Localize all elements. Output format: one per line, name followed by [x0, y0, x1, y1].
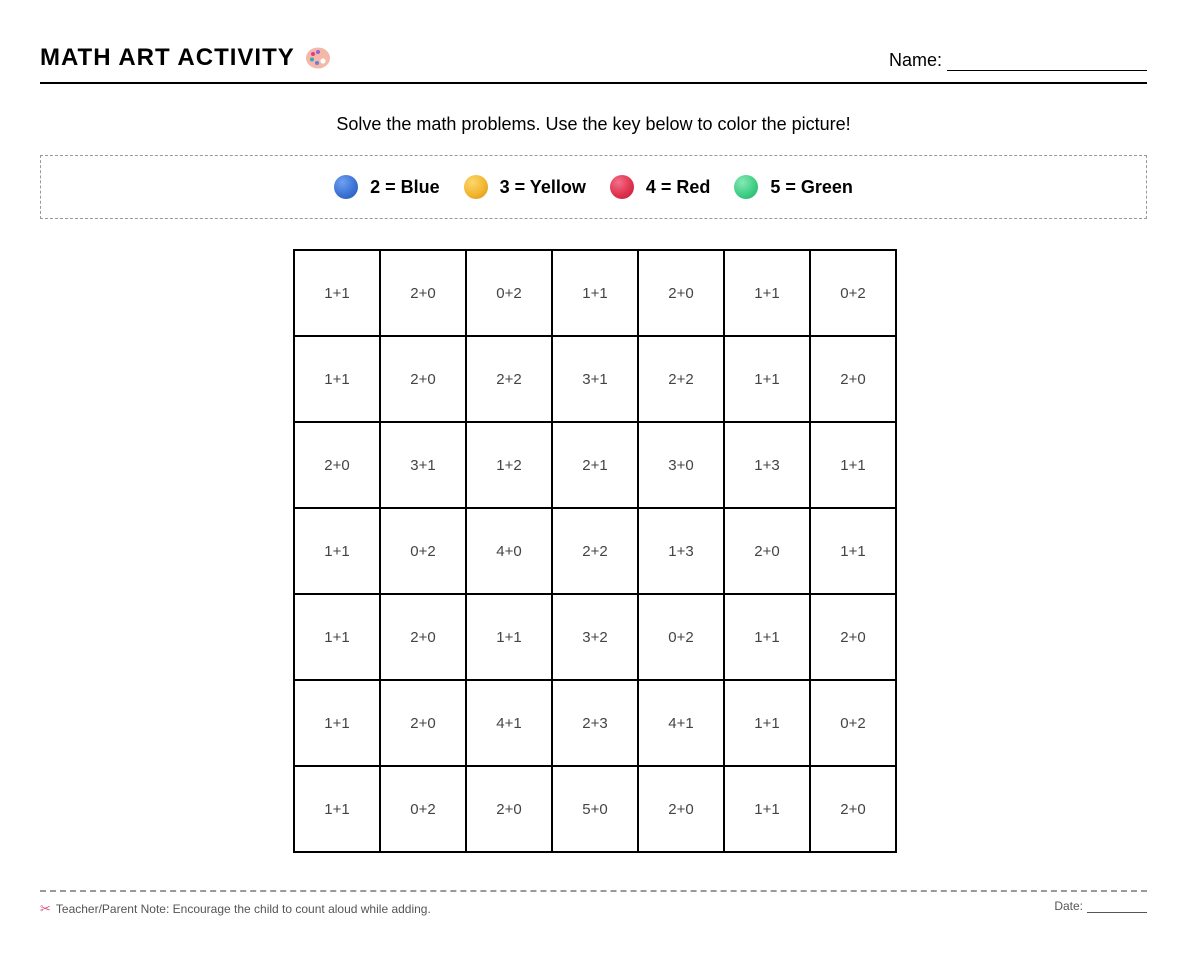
grid-cell[interactable]: 1+1 — [294, 594, 380, 680]
grid-cell[interactable]: 1+1 — [724, 336, 810, 422]
footer — [40, 890, 1147, 916]
grid-cell[interactable]: 3+2 — [552, 594, 638, 680]
grid-cell[interactable]: 4+1 — [466, 680, 552, 766]
grid-row — [294, 680, 896, 766]
grid-cell[interactable]: 2+2 — [466, 336, 552, 422]
instructions: Solve the math problems. Use the key below to color the picture! — [336, 114, 851, 134]
grid-cell[interactable]: 1+1 — [810, 422, 896, 508]
page-title — [40, 44, 331, 72]
grid-cell[interactable]: 2+2 — [638, 336, 724, 422]
teacher-note — [40, 901, 431, 917]
grid-cell[interactable]: 1+1 — [552, 250, 638, 336]
math-art-grid — [293, 249, 897, 853]
grid-cell[interactable]: 2+3 — [552, 680, 638, 766]
grid-row — [294, 336, 896, 422]
key-label: 3 = Yellow — [499, 176, 586, 197]
key-item-green — [734, 175, 853, 199]
grid-cell[interactable]: 0+2 — [380, 766, 466, 852]
green-ball-icon — [734, 175, 758, 199]
grid-cell[interactable]: 4+0 — [466, 508, 552, 594]
grid-cell[interactable]: 1+1 — [294, 336, 380, 422]
grid-cell[interactable]: 4+1 — [638, 680, 724, 766]
name-field — [889, 50, 1147, 71]
grid-row — [294, 250, 896, 336]
grid-cell[interactable]: 3+1 — [380, 422, 466, 508]
grid-cell[interactable]: 2+0 — [810, 336, 896, 422]
grid-row — [294, 594, 896, 680]
header — [40, 40, 1147, 84]
yellow-ball-icon — [464, 175, 488, 199]
grid-cell[interactable]: 1+1 — [810, 508, 896, 594]
color-key — [40, 155, 1147, 219]
grid-cell[interactable]: 2+0 — [380, 680, 466, 766]
grid-cell[interactable]: 2+0 — [294, 422, 380, 508]
title-text: MATH ART ACTIVITY — [40, 44, 295, 71]
grid-cell[interactable]: 0+2 — [638, 594, 724, 680]
grid-cell[interactable]: 1+1 — [294, 250, 380, 336]
key-item-yellow — [464, 175, 586, 199]
grid-cell[interactable]: 1+3 — [724, 422, 810, 508]
grid-cell[interactable]: 2+0 — [466, 766, 552, 852]
grid-cell[interactable]: 2+2 — [552, 508, 638, 594]
grid-cell[interactable]: 2+1 — [552, 422, 638, 508]
grid-cell[interactable]: 3+0 — [638, 422, 724, 508]
scissors-icon: ✂ — [40, 901, 51, 916]
key-item-red — [610, 175, 711, 199]
grid-cell[interactable]: 1+1 — [724, 766, 810, 852]
grid-cell[interactable]: 1+2 — [466, 422, 552, 508]
grid-cell[interactable]: 2+0 — [380, 250, 466, 336]
name-label: Name: — [888, 50, 942, 70]
grid-row — [294, 766, 896, 852]
grid-cell[interactable]: 2+0 — [810, 594, 896, 680]
grid-cell[interactable]: 0+2 — [810, 680, 896, 766]
date-blank-line[interactable] — [1087, 900, 1147, 913]
blue-ball-icon — [334, 175, 358, 199]
grid-row — [294, 422, 896, 508]
grid-cell[interactable]: 1+1 — [294, 766, 380, 852]
key-item-blue — [334, 175, 440, 199]
grid-cell[interactable]: 1+1 — [294, 680, 380, 766]
grid-cell[interactable]: 2+0 — [380, 594, 466, 680]
grid-cell[interactable]: 1+1 — [294, 508, 380, 594]
grid-row — [294, 508, 896, 594]
grid-cell[interactable]: 1+1 — [724, 594, 810, 680]
grid-cell[interactable]: 2+0 — [380, 336, 466, 422]
name-blank-line[interactable] — [947, 54, 1147, 71]
grid-cell[interactable]: 5+0 — [552, 766, 638, 852]
grid-cell[interactable]: 1+1 — [466, 594, 552, 680]
artist-palette-icon — [305, 46, 331, 70]
grid-cell[interactable]: 3+1 — [552, 336, 638, 422]
grid-cell[interactable]: 0+2 — [466, 250, 552, 336]
grid-cell[interactable]: 2+0 — [638, 766, 724, 852]
date-label: Date: — [1054, 899, 1083, 913]
key-label: 4 = Red — [645, 176, 711, 197]
key-label: 5 = Green — [770, 176, 853, 197]
grid-cell[interactable]: 1+3 — [638, 508, 724, 594]
red-ball-icon — [610, 175, 634, 199]
grid-cell[interactable]: 2+0 — [724, 508, 810, 594]
grid-cell[interactable]: 2+0 — [810, 766, 896, 852]
grid-cell[interactable]: 0+2 — [810, 250, 896, 336]
date-field — [1054, 899, 1147, 913]
grid-cell[interactable]: 2+0 — [638, 250, 724, 336]
grid-cell[interactable]: 1+1 — [724, 680, 810, 766]
note-text: Teacher/Parent Note: Encourage the child to count aloud while adding. — [55, 902, 431, 916]
grid-cell[interactable]: 0+2 — [380, 508, 466, 594]
key-label: 2 = Blue — [370, 176, 440, 197]
grid-cell[interactable]: 1+1 — [724, 250, 810, 336]
